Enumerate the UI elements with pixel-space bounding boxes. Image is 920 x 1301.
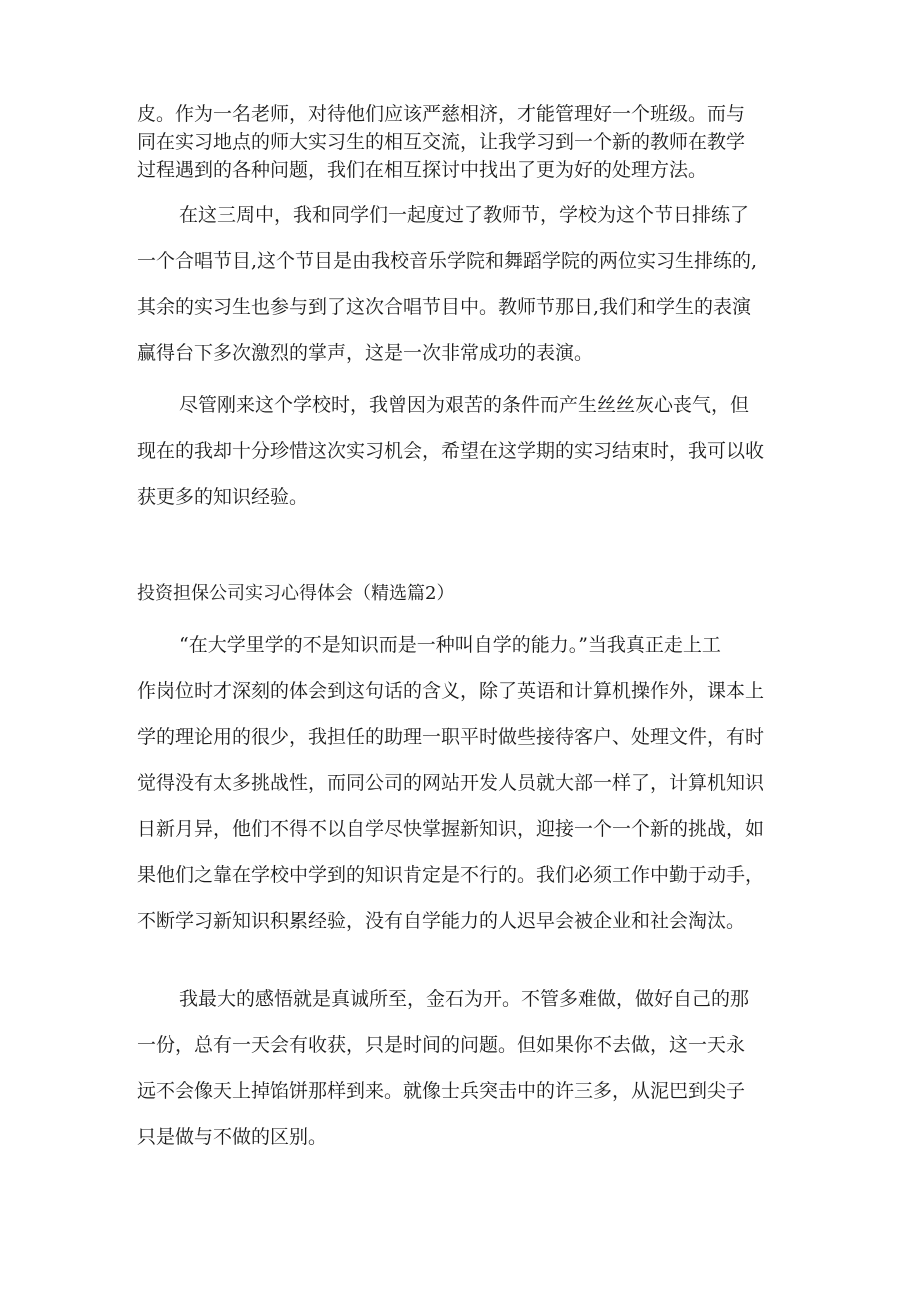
paragraph-5-line-2: 一份，总有一天会有收获，只是时间的问题。但如果你不去做，这一天永 (137, 1034, 746, 1056)
paragraph-2-line-2: 一个合唱节目,这个节目是由我校音乐学院和舞蹈学院的两位实习生排练的, (137, 250, 758, 272)
paragraph-2-line-3: 其余的实习生也参与到了这次合唱节目中。教师节那日,我们和学生的表演 (137, 296, 752, 318)
paragraph-2-line-4: 赢得台下多次激烈的掌声，这是一次非常成功的表演。 (137, 342, 594, 364)
paragraph-1-line-3: 过程遇到的各种问题，我们在相互探讨中找出了更为好的处理方法。 (137, 159, 708, 181)
paragraph-4-line-2: 作岗位时才深刻的体会到这句话的含义，除了英语和计算机操作外，课本上 (137, 680, 765, 702)
paragraph-1-line-2: 同在实习地点的师大实习生的相互交流，让我学习到一个新的教师在教学 (137, 131, 746, 153)
paragraph-5-line-1: 我最大的感悟就是真诚所至，金石为开。不管多难做，做好自己的那 (179, 988, 750, 1010)
paragraph-4-line-5: 日新月异，他们不得不以自学尽快掌握新知识，迎接一个一个新的挑战，如 (137, 818, 765, 840)
paragraph-4-line-1: “在大学里学的不是知识而是一种叫自学的能力。”当我真正走上工 (179, 634, 721, 656)
paragraph-4-line-7: 不断学习新知识积累经验，没有自学能力的人迟早会被企业和社会淘汰。 (137, 910, 746, 932)
paragraph-3-line-3: 获更多的知识经验。 (137, 486, 309, 508)
paragraph-4-line-3: 学的理论用的很少，我担任的助理一职平时做些接待客户、处理文件，有时 (137, 726, 765, 748)
paragraph-5-line-4: 只是做与不做的区别。 (137, 1126, 328, 1148)
paragraph-5-line-3: 远不会像天上掉馅饼那样到来。就像士兵突击中的许三多，从泥巴到尖子 (137, 1080, 746, 1102)
paragraph-1-line-1: 皮。作为一名老师，对待他们应该严慈相济，才能管理好一个班级。而与 (137, 103, 746, 125)
paragraph-4-line-6: 果他们之靠在学校中学到的知识肯定是不行的。我们必须工作中勤于动手， (137, 864, 765, 886)
paragraph-3-line-2: 现在的我却十分珍惜这次实习机会，希望在这学期的实习结束时，我可以收 (137, 440, 765, 462)
paragraph-2-line-1: 在这三周中，我和同学们一起度过了教师节，学校为这个节日排练了 (179, 204, 750, 226)
section-title: 投资担保公司实习心得体会（精选篇2） (137, 583, 455, 604)
paragraph-4-line-4: 觉得没有太多挑战性，而同公司的网站开发人员就大部一样了，计算机知识 (137, 772, 765, 794)
paragraph-3-line-1: 尽管刚来这个学校时，我曾因为艰苦的条件而产生丝丝灰心丧气，但 (179, 394, 750, 416)
